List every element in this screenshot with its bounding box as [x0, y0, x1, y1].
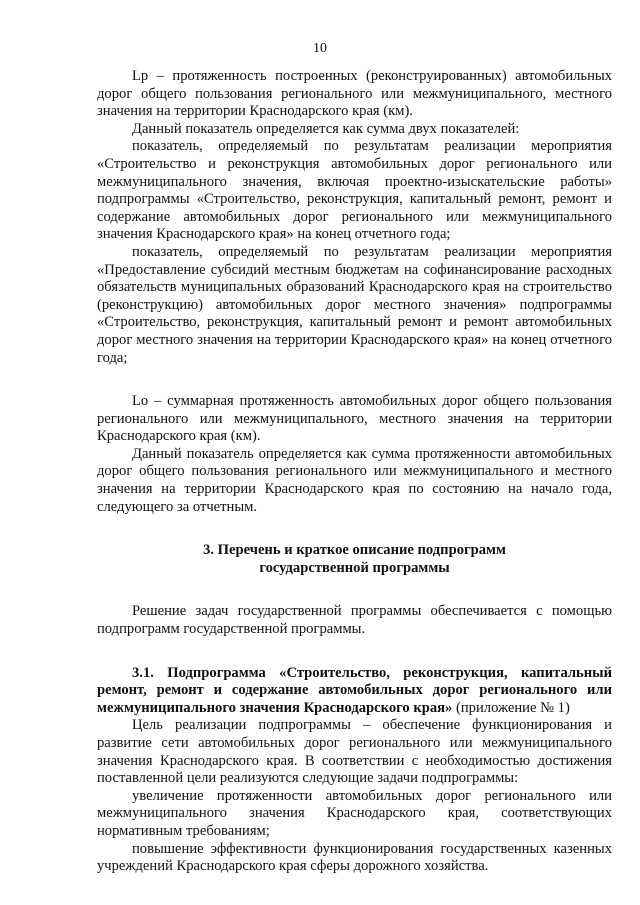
lo-description: Данный показатель определяется как сумма протяженности автомобильных дорог общего пользования регионального или межмуниципального и местного значения на территории Краснодарского края по состоянию на начало года, следующего за отчетным. [97, 445, 612, 515]
subsection-3-1-title: 3.1. Подпрограмма «Строительство, реконструкция, капитальный ремонт, ремонт и содержание автомобильных дорог регионального или межмуниципального значения Краснодарского края» [97, 664, 612, 716]
subsection-3-1-heading [97, 665, 612, 718]
lp-component-2: показатель, определяемый по результатам реализации мероприятия «Предоставление субсидий местным бюджетам на софинансирование расходных обязательств муниципальных образований Краснодарского края на строительство (реконструкцию) автомобильных дорог местного значения» подпрограммы «Строительство, реконструкция, капитальный ремонт и ремонт автомобильных дорог местного значения на территории Краснодарского края» на конец отчетного года; [97, 243, 612, 366]
section-3-heading [97, 542, 612, 577]
document-body [97, 68, 612, 876]
subprogram-task-1: увеличение протяженности автомобильных дорог регионального или межмуниципального значения Краснодарского края, соответствующих нормативным требованиям; [97, 787, 612, 839]
lp-sum-intro: Данный показатель определяется как сумма двух показателей: [132, 120, 520, 137]
lp-definition: Lp – протяженность построенных (реконструированных) автомобильных дорог общего пользования регионального или межмуниципального, местного значения на территории Краснодарского края (км). [97, 68, 612, 120]
subsection-3-1-appendix-ref: (приложение № 1) [452, 699, 570, 716]
section-3-text: Решение задач государственной программы обеспечивается с помощью подпрограмм государственной программы. [97, 603, 612, 638]
subprogram-task-2: повышение эффективности функционирования государственных казенных учреждений Краснодарского края сферы дорожного хозяйства. [97, 840, 612, 875]
page-number: 10 [313, 41, 327, 56]
lo-definition: Lo – суммарная протяженность автомобильных дорог общего пользования регионального или межмуниципального, местного значения на территории Краснодарского края (км). [97, 393, 612, 445]
section-3-heading-line-2: государственной программы [259, 559, 450, 576]
lp-component-1: показатель, определяемый по результатам реализации мероприятия «Строительство и реконструкция автомобильных дорог регионального или межмуниципального значения, включая проектно-изыскательские работы» подпрограммы «Строительство, реконструкция, капитальный ремонт, ремонт и содержание автомобильных дорог регионального или межмуниципального значения Краснодарского края» на конец отчетного года; [97, 138, 612, 243]
subprogram-goal: Цель реализации подпрограммы – обеспечение функционирования и развитие сети автомобильных дорог регионального или межмуниципального значения Краснодарского края. В соответствии с необходимостью достижения поставленной цели реализуются следующие задачи подпрограммы: [97, 717, 612, 787]
section-3-heading-line-1: 3. Перечень и краткое описание подпрограмм [203, 542, 506, 559]
